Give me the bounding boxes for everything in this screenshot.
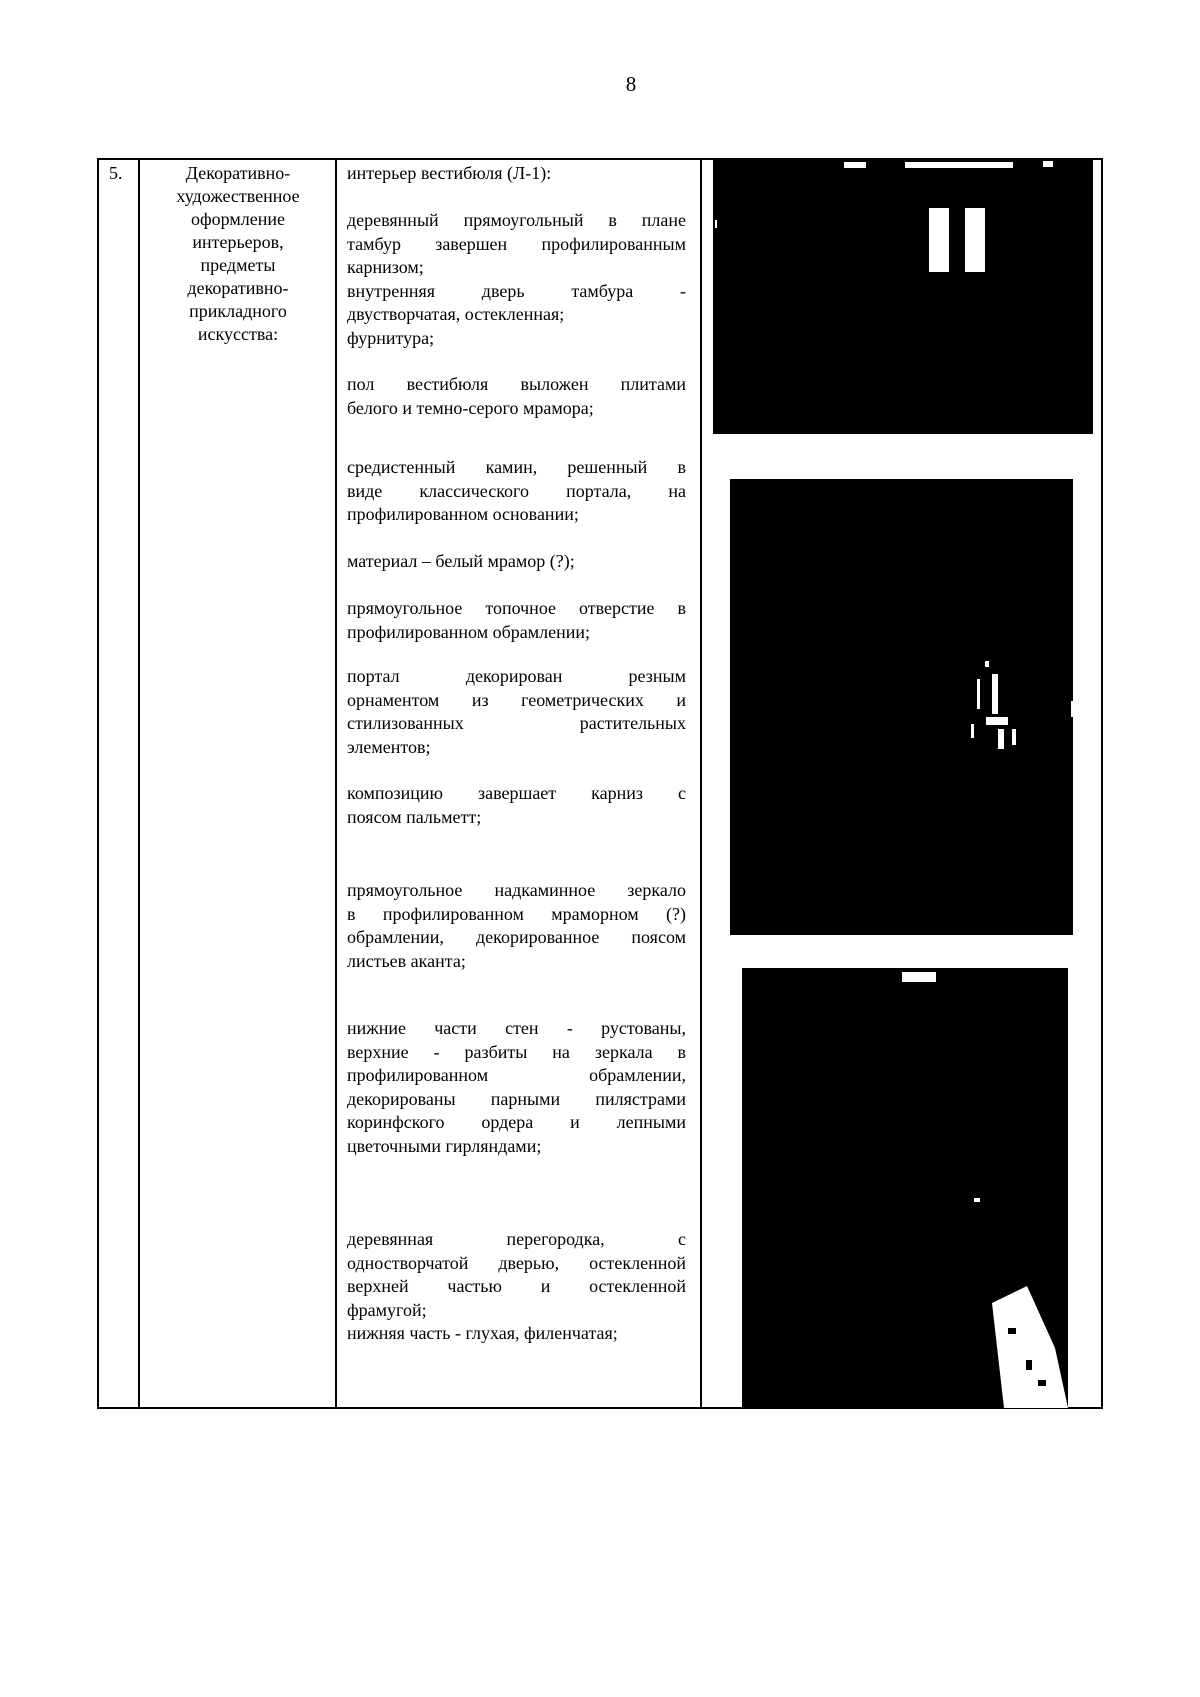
description-line: профилированном основании; [347, 504, 579, 524]
photo-fireplace-image [730, 479, 1073, 935]
category-line: интерьеров, [192, 232, 284, 252]
description-line: в профилированном мраморном (?) [347, 903, 686, 924]
description-line: прямоугольное топочное отверстие в [347, 598, 686, 618]
description-paragraph [347, 456, 686, 527]
object-table [97, 158, 1103, 1409]
description-line: одностворчатой дверью, остекленной [347, 1252, 686, 1273]
category-line: оформление [190, 209, 285, 229]
category-line: искусства: [197, 324, 279, 344]
description-line: внутренняя дверь тамбура - [347, 280, 686, 301]
description-line: тамбур завершен профилированным [347, 233, 686, 254]
description-line: цветочными гирляндами; [347, 1135, 542, 1156]
description-paragraph [347, 162, 686, 186]
category-line: Декоративно- [185, 163, 291, 183]
description-line: средистенный камин, решенный в [347, 457, 686, 477]
category-line: прикладного [189, 301, 287, 321]
category-line: художественное [176, 186, 300, 206]
description-paragraph [347, 550, 686, 574]
description-line: прямоугольное надкаминное зеркало [347, 880, 686, 900]
description-paragraph [347, 665, 686, 759]
description-line: декорированы парными пилястрами [347, 1088, 686, 1109]
column-divider [335, 160, 337, 1407]
photo-vestibule-door-image [713, 160, 1093, 434]
description-line: обрамлении, декорированное поясом [347, 927, 686, 947]
description-line: портал декорирован резным [347, 666, 686, 686]
description-line: фурнитура; [347, 327, 435, 348]
photo-wall-partition [742, 968, 1068, 1408]
description-paragraph [347, 879, 686, 973]
description-line: карнизом; [347, 257, 424, 277]
description-line: элементов; [347, 736, 431, 757]
photo-fireplace [730, 479, 1073, 935]
page-number: 8 [625, 72, 637, 96]
description-line: нижние части стен - рустованы, [347, 1018, 686, 1038]
description-paragraph [347, 209, 686, 350]
description-line: листьев аканта; [347, 950, 466, 971]
row-number: 5. [109, 163, 123, 183]
description-paragraph [347, 1017, 686, 1158]
description-line: профилированном обрамлении; [347, 621, 591, 642]
description-line: верхние - разбиты на зеркала в [347, 1041, 686, 1062]
photo-wall-partition-image [742, 968, 1068, 1408]
description-line: белого и темно-серого мрамора; [347, 397, 594, 418]
description-line: фрамугой; [347, 1299, 427, 1320]
description-cell [347, 160, 686, 1407]
description-line: деревянная перегородка, с [347, 1229, 686, 1249]
description-line: деревянный прямоугольный в плане [347, 210, 686, 230]
description-line: поясом пальметт; [347, 806, 482, 827]
photo-vestibule-door [713, 160, 1093, 434]
category-line: декоративно- [187, 278, 289, 298]
description-paragraph [347, 597, 686, 644]
description-line: композицию завершает карниз с [347, 783, 686, 803]
description-line: верхней частью и остекленной [347, 1276, 686, 1296]
description-paragraph [347, 782, 686, 829]
description-line: материал – белый мрамор (?); [347, 551, 575, 571]
description-line: коринфского ордера и лепными [347, 1112, 686, 1132]
description-line: профилированном обрамлении, [347, 1065, 686, 1085]
description-paragraph [347, 1228, 686, 1346]
column-divider [700, 160, 702, 1407]
column-divider [138, 160, 140, 1407]
description-line: стилизованных растительных [347, 713, 686, 733]
description-line: виде классического портала, на [347, 480, 686, 501]
category-line: предметы [200, 255, 276, 275]
category-cell [140, 160, 336, 346]
description-paragraph [347, 373, 686, 420]
description-line: пол вестибюля выложен плитами [347, 374, 686, 394]
description-line: орнаментом из геометрических и [347, 689, 686, 710]
description-line: интерьер вестибюля (Л-1): [347, 163, 552, 183]
description-line: нижняя часть - глухая, филенчатая; [347, 1323, 618, 1343]
description-line: двустворчатая, остекленная; [347, 304, 565, 324]
